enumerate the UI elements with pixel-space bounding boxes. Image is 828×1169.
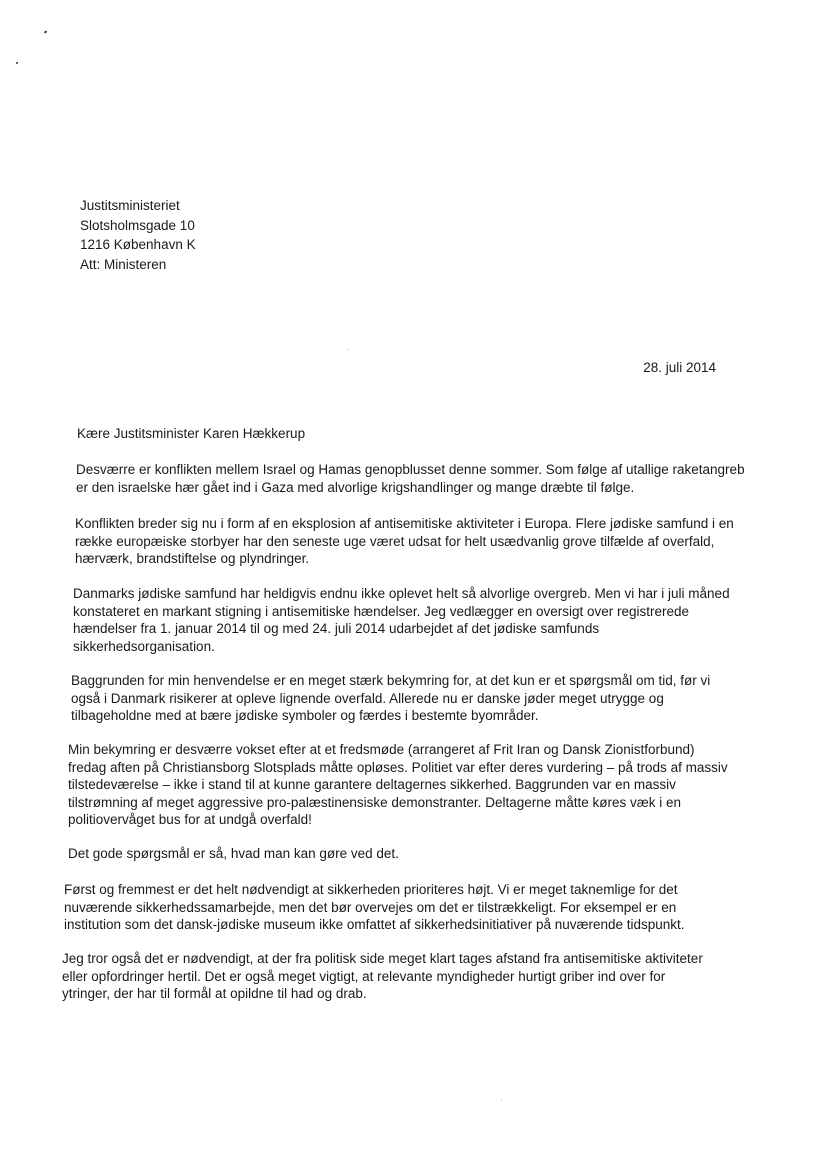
recipient-line: Justitsministeriet <box>80 198 180 213</box>
paragraph-line: Danmarks jødiske samfund har heldigvis endnu ikke oplevet helt så alvorlige overgreb. Men vi har i juli måned <box>73 586 730 601</box>
paragraph-line: er den israelske hær gået ind i Gaza med alvorlige krigshandlinger og mange dræbte til følge. <box>76 479 635 495</box>
salutation: Kære Justitsminister Karen Hækkerup <box>77 426 306 441</box>
recipient-address <box>80 196 196 274</box>
body-paragraph <box>75 515 735 568</box>
recipient-line: 1216 København K <box>80 237 196 252</box>
paragraph-line: fredag aften på Christiansborg Slotsplads måtte opløses. Politiet var efter deres vurdering – på trods af massiv <box>68 759 728 775</box>
recipient-line: Att: Ministeren <box>80 256 167 272</box>
paragraph-line: Konflikten breder sig nu i form af en eksplosion af antisemitiske aktiviteter i Europa. Flere jødiske samfund i en <box>75 516 734 531</box>
paragraph-line: Det gode spørgsmål er så, hvad man kan gøre ved det. <box>68 846 399 861</box>
paragraph-line: Baggrunden for min henvendelse er en meget stærk bekymring for, at det kun er et spørgsmål om tid, før vi <box>71 673 711 688</box>
paragraph-line: Min bekymring er desværre vokset efter at et fredsmøde (arrangeret af Frit Iran og Dansk Zionistforbund) <box>68 742 695 757</box>
paragraph-line: eller opfordringer hertil. Det er også meget vigtigt, at relevante myndigheder hurtigt griber ind over for <box>62 968 666 984</box>
paragraph-line: tilstedeværelse – ikke i stand til at kunne garantere deltagernes sikkerhed. Baggrunden var en massiv <box>68 777 676 792</box>
scan-speck <box>501 1100 502 1101</box>
body-paragraph <box>64 881 724 934</box>
paragraph-line: tilbageholdne med at bære jødiske symboler og færdes i bestemte byområder. <box>71 708 539 723</box>
paragraph-line: politiovervåget bus for at undgå overfald! <box>68 812 312 827</box>
body-paragraph <box>71 672 731 725</box>
paragraph-line: konstateret en markant stigning i antisemitiske hændelser. Jeg vedlægger en oversigt over registrerede <box>73 603 690 619</box>
paragraph-line: nuværende sikkerhedssamarbejde, men det bør overvejes om det er tilstrækkeligt. For eksempel er en <box>64 899 677 915</box>
body-paragraph <box>76 461 745 496</box>
paragraph-line: Først og fremmest er det helt nødvendigt at sikkerheden prioriteres højt. Vi er meget taknemlige for det <box>64 882 678 897</box>
paragraph-line: hærværk, brandstiftelse og plyndringer. <box>75 551 310 566</box>
paragraph-line: tilstrømning af meget aggressive pro-palæstinensiske demonstranter. Deltagerne måtte køres væk i en <box>68 794 682 810</box>
recipient-line: Slotsholmsgade 10 <box>80 217 195 233</box>
paragraph-line: Desværre er konflikten mellem Israel og Hamas genopblusset denne sommer. Som følge af utallige raketangreb <box>76 462 745 477</box>
body-paragraph <box>68 741 728 829</box>
scan-speck <box>16 62 18 64</box>
body-paragraph <box>62 950 722 1003</box>
paragraph-line: sikkerhedsorganisation. <box>73 638 215 654</box>
paragraph-line: række europæiske storbyer har den seneste uge været udsat for helt usædvanlig grove tilfælde af overfald, <box>75 533 715 549</box>
scan-speck <box>348 349 349 350</box>
body-paragraph <box>68 845 728 863</box>
letter-date: 28. juli 2014 <box>643 360 716 375</box>
paragraph-line: ytringer, der har til formål at opildne til had og drab. <box>62 986 367 1001</box>
paragraph-line: også i Danmark risikerer at opleve lignende overfald. Allerede nu er danske jøder meget utrygge og <box>71 690 664 706</box>
paragraph-line: Jeg tror også det er nødvendigt, at der fra politisk side meget klart tages afstand fra antisemitiske aktiviteter <box>62 951 703 966</box>
paragraph-line: institution som det dansk-jødiske museum ikke omfattet af sikkerhedsinitiativer på nuværende tidspunkt. <box>64 917 685 932</box>
body-paragraph <box>73 585 733 655</box>
paragraph-line: hændelser fra 1. januar 2014 til og med 24. juli 2014 udarbejdet af det jødiske samfunds <box>73 621 600 636</box>
scan-speck <box>44 30 48 33</box>
